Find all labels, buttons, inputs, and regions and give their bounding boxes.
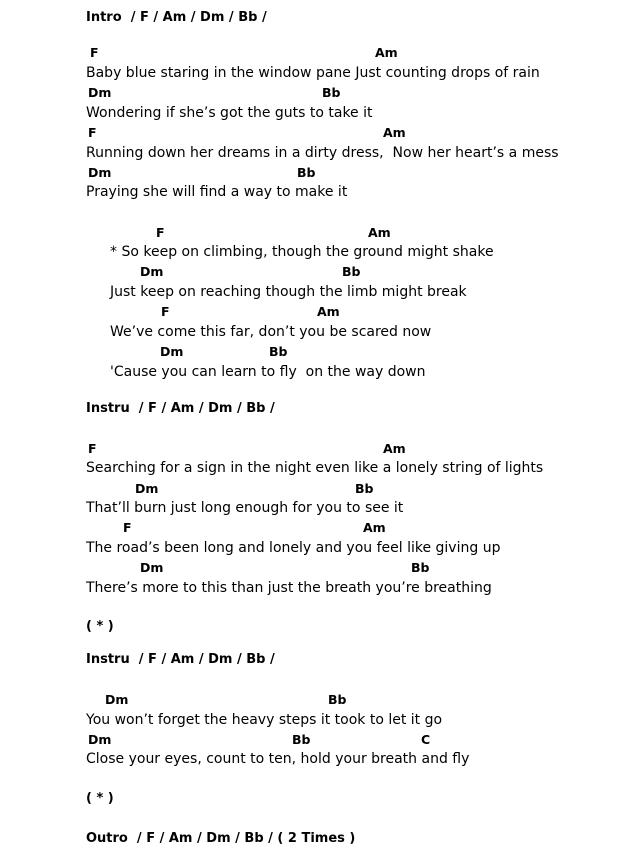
- chord: Bb: [322, 85, 341, 100]
- chord: Bb: [411, 560, 430, 575]
- chord: Am: [383, 125, 406, 140]
- chord: F: [88, 441, 97, 456]
- lyric-line: Baby blue staring in the window pane Just counting drops of rain: [86, 65, 540, 81]
- chord: Bb: [342, 264, 361, 279]
- chord: C: [421, 732, 431, 747]
- chord: Am: [317, 304, 340, 319]
- lyric-line: We’ve come this far, don’t you be scared now: [110, 324, 432, 340]
- lyric-line: Just keep on reaching though the limb might break: [110, 284, 467, 300]
- outro-line: Outro / F / Am / Dm / Bb / ( 2 Times ): [86, 831, 356, 846]
- chord: Am: [368, 225, 391, 240]
- intro-line: Intro / F / Am / Dm / Bb /: [86, 10, 267, 25]
- chord: Dm: [88, 85, 112, 100]
- chord: Dm: [105, 692, 129, 707]
- chorus-repeat-marker: ( * ): [86, 791, 114, 806]
- lyric-line: * So keep on climbing, though the ground might shake: [110, 244, 494, 260]
- chord: Dm: [140, 264, 164, 279]
- lyric-line: Wondering if she’s got the guts to take it: [86, 105, 373, 121]
- chord: Dm: [88, 732, 112, 747]
- lyric-line: The road’s been long and lonely and you feel like giving up: [86, 540, 501, 556]
- chord: Bb: [297, 165, 316, 180]
- chord: F: [156, 225, 165, 240]
- chord: Bb: [328, 692, 347, 707]
- chord: Dm: [140, 560, 164, 575]
- lyric-line: Running down her dreams in a dirty dress, Now her heart’s a mess: [86, 145, 559, 161]
- chord: Dm: [160, 344, 184, 359]
- lyric-line: Searching for a sign in the night even like a lonely string of lights: [86, 460, 544, 476]
- instrumental-line: Instru / F / Am / Dm / Bb /: [86, 652, 275, 667]
- chord: F: [161, 304, 170, 319]
- chord: Dm: [88, 165, 112, 180]
- chorus-repeat-marker: ( * ): [86, 619, 114, 634]
- lyric-line: 'Cause you can learn to fly on the way down: [110, 364, 426, 380]
- lyric-line: Close your eyes, count to ten, hold your breath and fly: [86, 751, 470, 767]
- chord: F: [90, 45, 99, 60]
- lyric-line: Praying she will find a way to make it: [86, 184, 348, 200]
- chord: Dm: [135, 481, 159, 496]
- lyric-line: There’s more to this than just the breath you’re breathing: [86, 580, 492, 596]
- chord: Bb: [355, 481, 374, 496]
- instrumental-line: Instru / F / Am / Dm / Bb /: [86, 401, 275, 416]
- chord: Am: [383, 441, 406, 456]
- chord: Bb: [269, 344, 288, 359]
- lyric-line: You won’t forget the heavy steps it took to let it go: [86, 712, 443, 728]
- chord: F: [123, 520, 132, 535]
- chord: Bb: [292, 732, 311, 747]
- chord: Am: [375, 45, 398, 60]
- chord: F: [88, 125, 97, 140]
- lyric-line: That’ll burn just long enough for you to see it: [86, 500, 404, 516]
- chord: Am: [363, 520, 386, 535]
